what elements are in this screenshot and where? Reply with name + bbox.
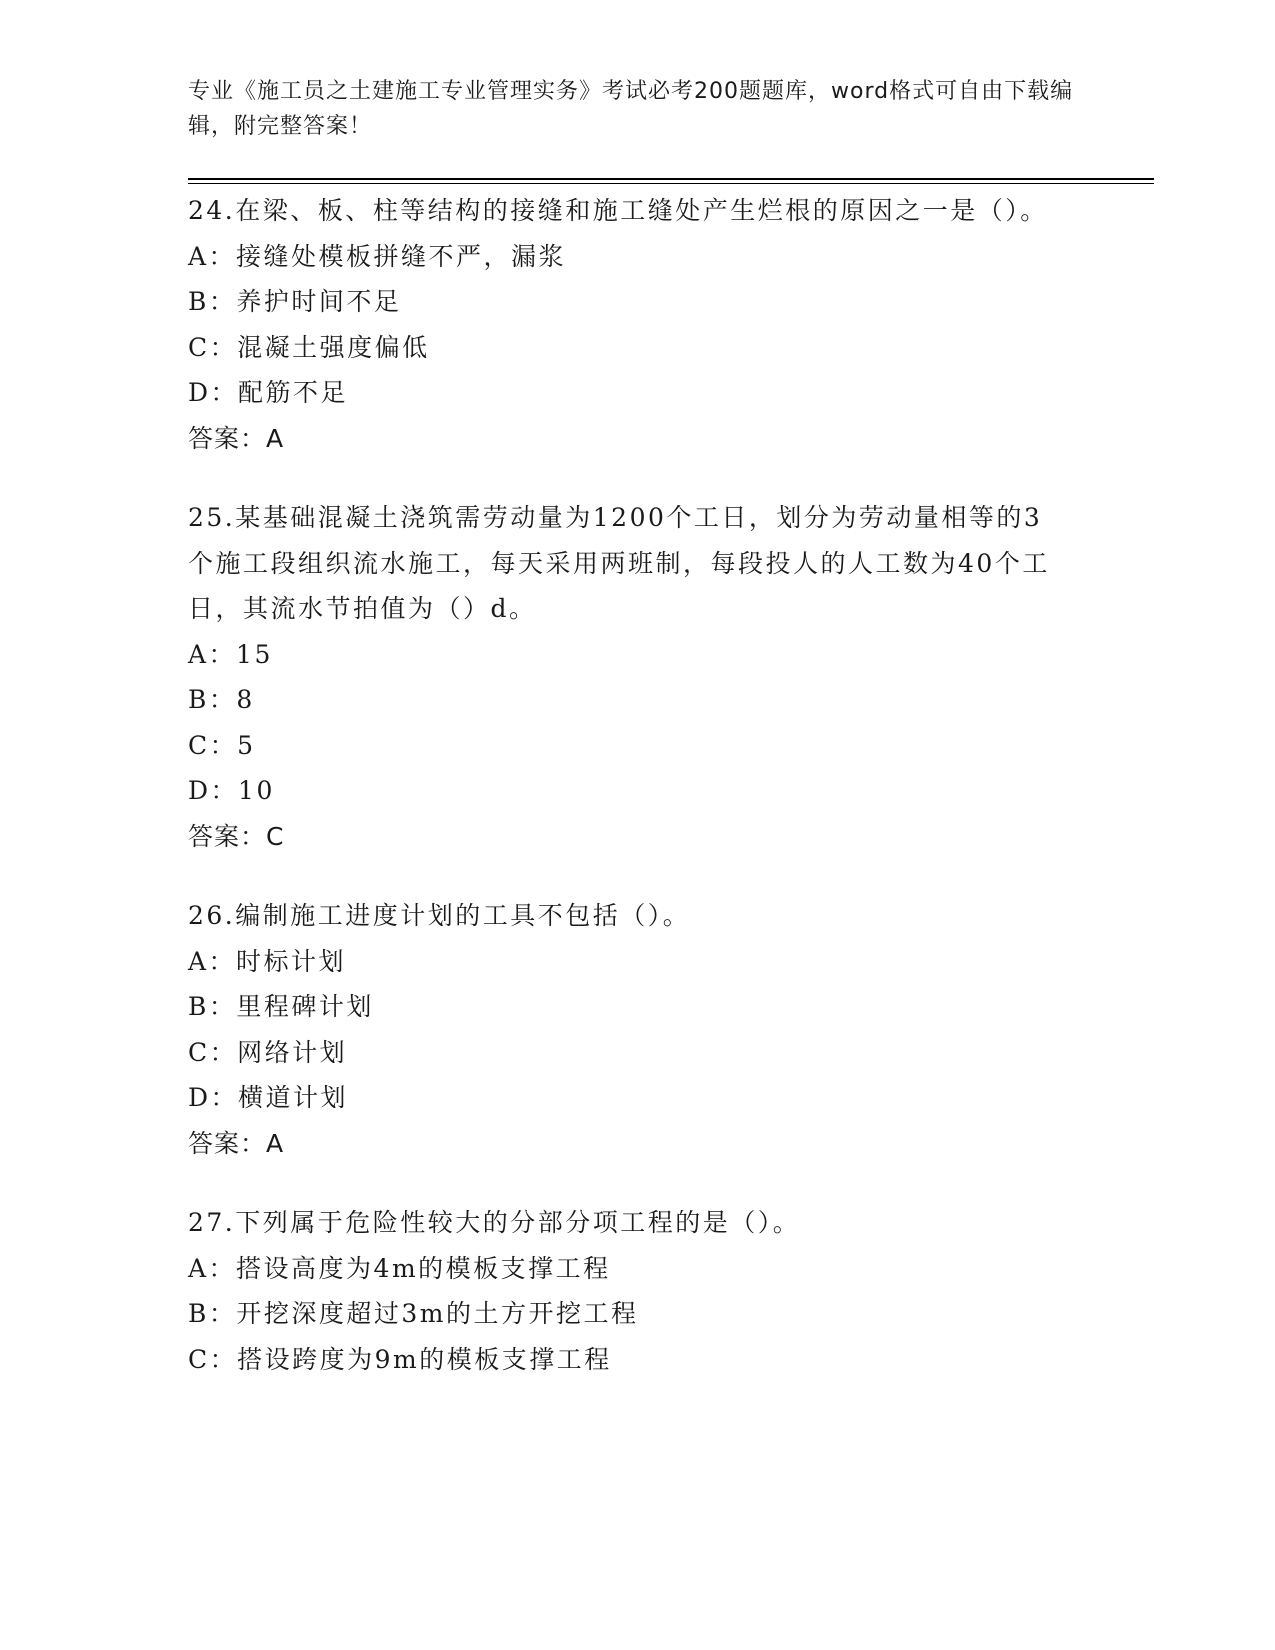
- answer-line: 答案：A: [188, 423, 285, 453]
- question-27: [188, 1200, 1068, 1382]
- answer-line: 答案：C: [188, 821, 285, 851]
- option-c: C：网络计划: [188, 1037, 348, 1067]
- option-a: A：15: [188, 639, 273, 669]
- option-c: C：搭设跨度为9m的模板支撑工程: [188, 1344, 612, 1374]
- option-b: B：里程碑计划: [188, 992, 374, 1021]
- question-stem: 26.编制施工进度计划的工具不包括（）。: [188, 901, 691, 930]
- question-list: [188, 188, 1068, 1416]
- option-c: C：5: [188, 730, 256, 760]
- question-26: [188, 893, 1068, 1166]
- option-d: D：10: [188, 776, 275, 805]
- question-stem: 25.某基础混凝土浇筑需劳动量为1200个工日，划分为劳动量相等的3个施工段组织流水施工，每天采用两班制，每段投人的人工数为40个工日，其流水节拍值为（）d。: [188, 503, 1050, 623]
- option-a: A：搭设高度为4m的模板支撑工程: [188, 1253, 611, 1283]
- document-header: 专业《施工员之土建施工专业管理实务》考试必考200题题库，word格式可自由下载编辑，附完整答案！: [188, 79, 1074, 139]
- option-a: A：时标计划: [188, 946, 347, 976]
- option-b: B：开挖深度超过3m的土方开挖工程: [188, 1299, 639, 1328]
- question-stem: 24.在梁、板、柱等结构的接缝和施工缝处产生烂根的原因之一是（）。: [188, 196, 1048, 225]
- header-rule-thick: [188, 178, 1154, 180]
- option-d: D：横道计划: [188, 1083, 349, 1112]
- option-b: B：8: [188, 685, 255, 714]
- header-rule-thin: [188, 183, 1154, 184]
- option-a: A：接缝处模板拼缝不严，漏浆: [188, 241, 567, 271]
- option-c: C：混凝土强度偏低: [188, 332, 430, 362]
- option-b: B：养护时间不足: [188, 287, 402, 316]
- question-stem: 27.下列属于危险性较大的分部分项工程的是（）。: [188, 1208, 801, 1237]
- answer-line: 答案：A: [188, 1128, 285, 1158]
- option-d: D：配筋不足: [188, 378, 349, 407]
- question-25: [188, 495, 1068, 859]
- question-24: [188, 188, 1068, 461]
